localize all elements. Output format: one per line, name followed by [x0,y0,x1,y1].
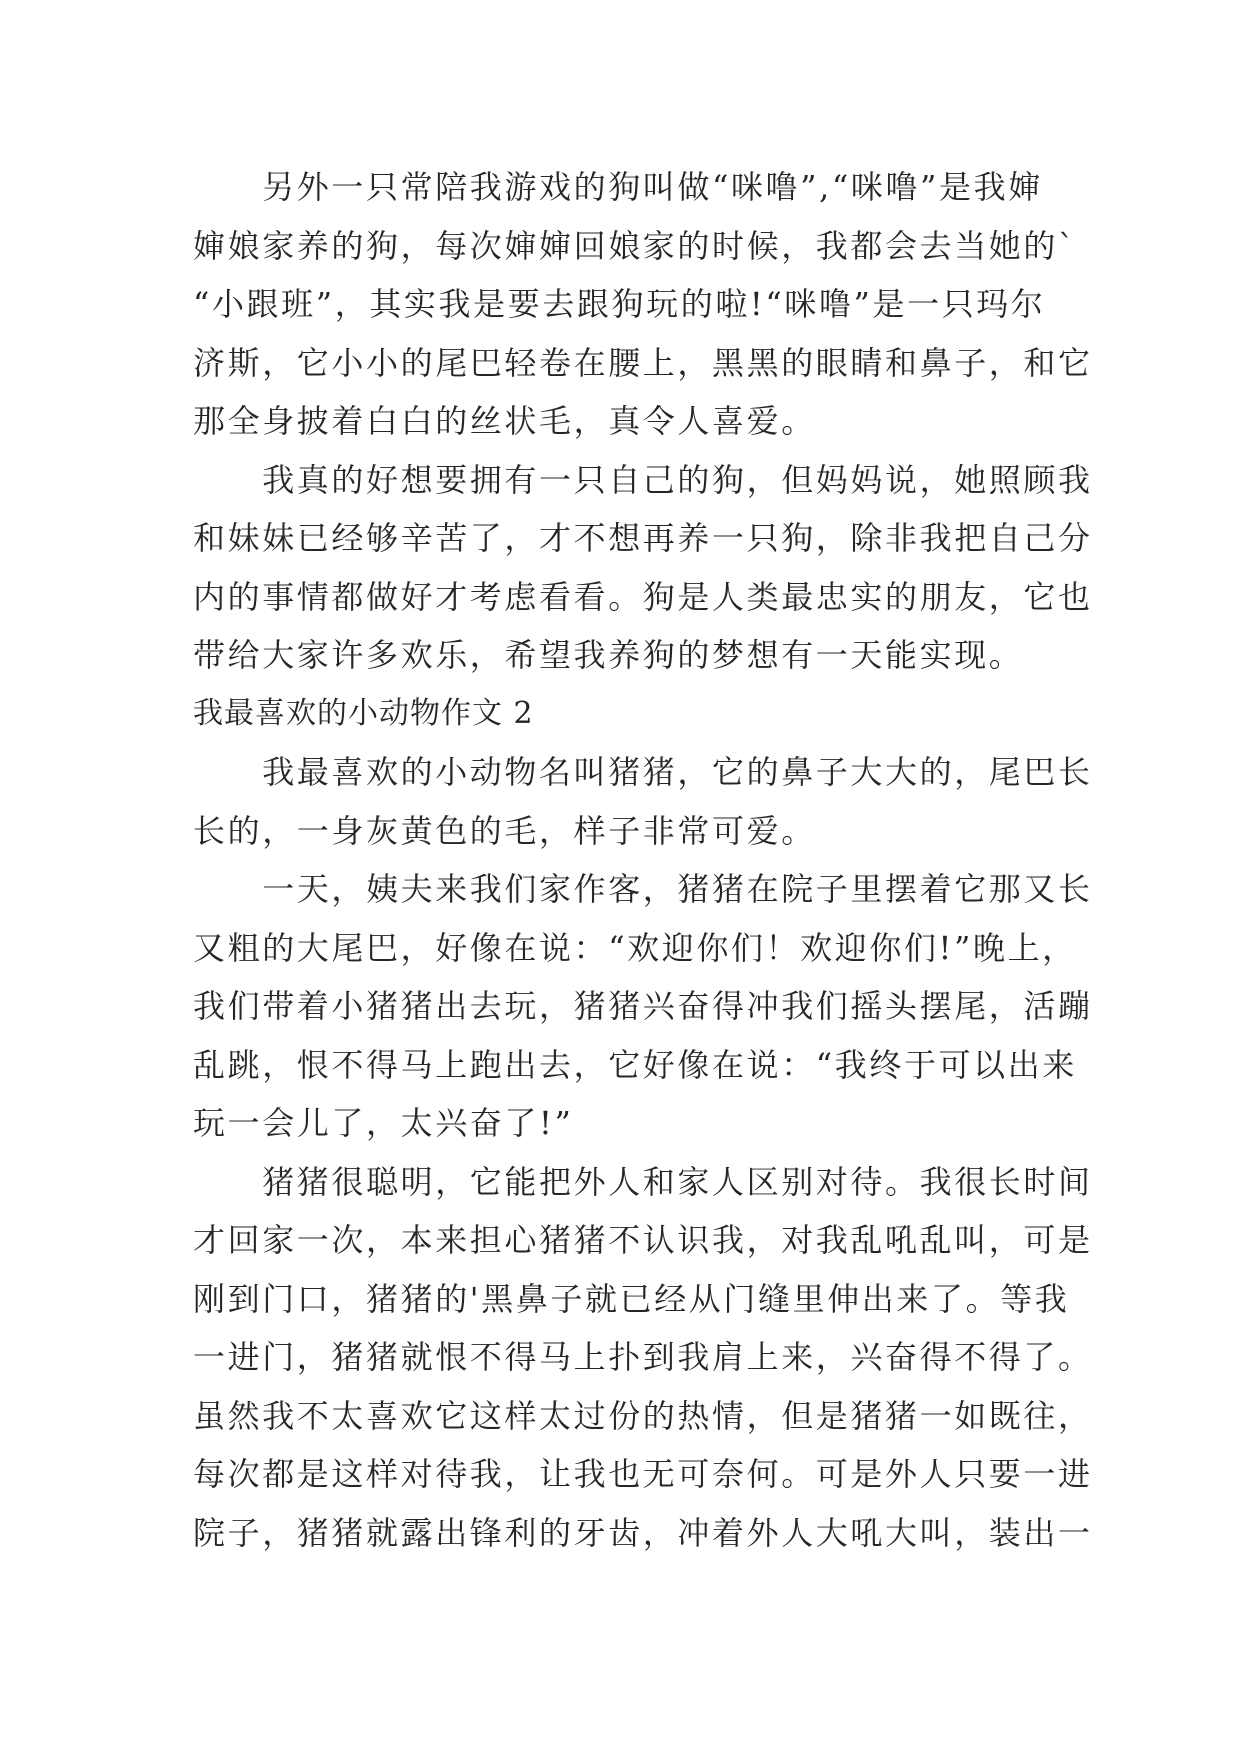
paragraph [193,451,1093,685]
paragraph [193,743,1093,860]
text-line: 才回家一次，本来担心猪猪不认识我，对我乱吼乱叫，可是 [193,1221,1093,1259]
text-line: 我最喜欢的小动物名叫猪猪，它的鼻子大大的，尾巴长 [193,753,1093,791]
text-line: 玩一会儿了，太兴奋了!” [193,1104,574,1142]
text-line: 每次都是这样对待我，让我也无可奈何。可是外人只要一进 [193,1455,1093,1493]
text-line: 猪猪很聪明，它能把外人和家人区别对待。我很长时间 [193,1162,1093,1201]
text-line: 和妹妹已经够辛苦了，才不想再养一只狗，除非我把自己分 [193,519,1093,557]
text-line: 济斯，它小小的尾巴轻卷在腰上，黑黑的眼睛和鼻子，和它 [193,343,1093,382]
text-line: 那全身披着白白的丝状毛，真令人喜爱。 [193,402,816,440]
paragraph [193,1153,1093,1563]
text-line: 一天，姨夫来我们家作客，猪猪在院子里摆着它那又长 [193,870,1093,908]
text-line: 带给大家许多欢乐，希望我养狗的梦想有一天能实现。 [193,636,1024,674]
paragraph [193,860,1093,1153]
text-line: 刚到门口，猪猪的'黑鼻子就已经从门缝里伸出来了。等我 [193,1279,1070,1318]
paragraph [193,158,1093,451]
text-line: 婶娘家养的狗，每次婶婶回娘家的时候，我都会去当她的` [193,226,1077,265]
document-body [193,158,1093,1562]
text-line: 另外一只常陪我游戏的狗叫做“咪噜”,“咪噜”是我婶 [193,168,1043,206]
text-line: 乱跳，恨不得马上跑出去，它好像在说：“我终于可以出来 [193,1045,1077,1084]
text-line: 一进门，猪猪就恨不得马上扑到我肩上来，兴奋得不得了。 [193,1338,1093,1376]
text-line: 又粗的大尾巴，好像在说：“欢迎你们！欢迎你们!”晚上， [193,928,1077,967]
text-line: “小跟班”，其实我是要去跟狗玩的啦!“咪噜”是一只玛尔 [193,285,1046,323]
text-line: 内的事情都做好才考虑看看。狗是人类最忠实的朋友，它也 [193,577,1093,616]
text-line: 虽然我不太喜欢它这样太过份的热情，但是猪猪一如既往， [193,1396,1093,1435]
text-line: 院子，猪猪就露出锋利的牙齿，冲着外人大吼大叫，装出一 [193,1513,1093,1552]
text-line: 长的，一身灰黄色的毛，样子非常可爱。 [193,811,816,850]
section-heading: 我最喜欢的小动物作文 2 [193,695,534,731]
text-line: 我真的好想要拥有一只自己的狗，但妈妈说，她照顾我 [193,460,1093,499]
text-line: 我们带着小猪猪出去玩，猪猪兴奋得冲我们摇头摆尾，活蹦 [193,987,1093,1025]
